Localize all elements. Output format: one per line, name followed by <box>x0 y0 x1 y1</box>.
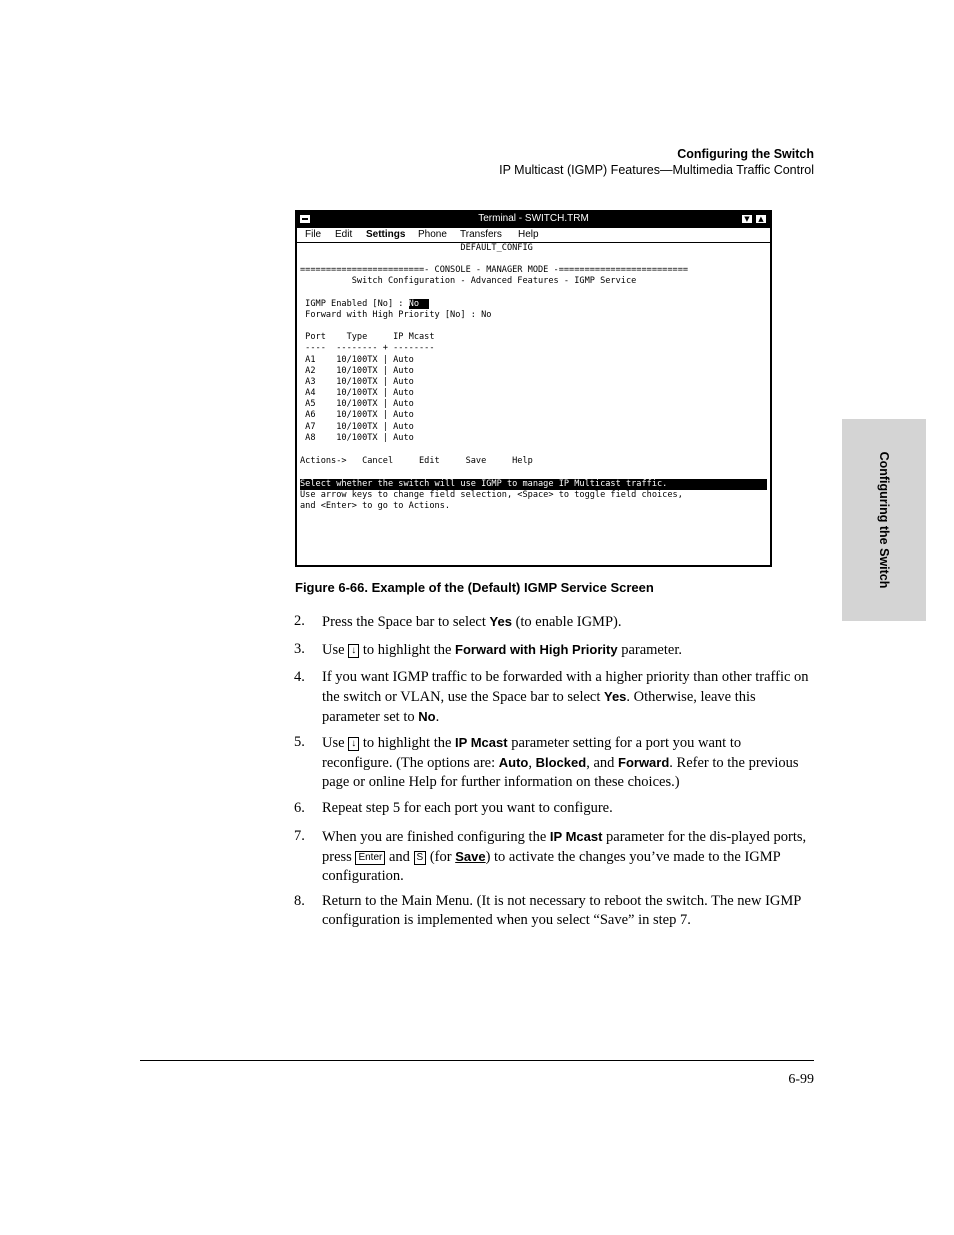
step-7: 7. When you are finished configuring the IP Mcast parameter for the dis-played ports, press Enter and S (for Save) to activate the changes you’ve made to the IGMP configuration. <box>294 828 807 884</box>
step-number: 2. <box>294 613 305 629</box>
step-number: 3. <box>294 641 305 657</box>
down-arrow-key-icon: ↓ <box>348 644 359 658</box>
port-row[interactable]: A5 10/100TX | Auto <box>300 399 414 409</box>
menu-help[interactable]: Help <box>518 229 539 240</box>
igmp-enabled-field[interactable] <box>300 299 429 310</box>
step-6: 6. Repeat step 5 for each port you want to configure. <box>294 800 613 816</box>
help-status-line: Select whether the switch will use IGMP to manage IP Multicast traffic. <box>300 479 767 490</box>
menu-settings[interactable]: Settings <box>366 229 406 240</box>
step-number: 6. <box>294 800 305 816</box>
step-number: 7. <box>294 828 305 844</box>
down-arrow-key-icon: ↓ <box>348 737 359 751</box>
port-row[interactable]: A2 10/100TX | Auto <box>300 366 414 376</box>
terminal-titlebar <box>297 212 770 228</box>
terminal-line: and <Enter> to go to Actions. <box>300 501 451 511</box>
s-key-icon: S <box>414 851 427 865</box>
port-row[interactable]: A3 10/100TX | Auto <box>300 377 414 387</box>
step-8: 8. Return to the Main Menu. (It is not necessary to reboot the switch. The new IGMP configuration is implemented when you select “Save” in step 7. <box>294 893 801 928</box>
terminal-menubar <box>297 228 770 243</box>
maximize-icon[interactable]: ▲ <box>755 214 767 224</box>
step-3: 3. Use ↓ to highlight the Forward with High Priority parameter. <box>294 641 682 658</box>
minimize-icon[interactable]: ▼ <box>741 214 753 224</box>
step-number: 8. <box>294 893 305 909</box>
port-row[interactable]: A1 10/100TX | Auto <box>300 355 414 365</box>
step-5: 5. Use ↓ to highlight the IP Mcast parameter setting for a port you want to reconfigure. (The options are: Auto, Blocked, and Forward. Refer to the previous page or online Help for further information on these choices.) <box>294 734 799 790</box>
chapter-side-tab-label: Configuring the Switch <box>877 451 891 589</box>
step-number: 4. <box>294 669 305 685</box>
figure-caption: Figure 6-66. Example of the (Default) IGMP Service Screen <box>295 580 654 595</box>
menu-edit[interactable]: Edit <box>335 229 353 240</box>
step-4: 4. If you want IGMP traffic to be forwarded with a higher priority than other traffic on the switch or VLAN, use the Space bar to select Yes. Otherwise, leave this parameter set to No. <box>294 669 809 725</box>
footer-rule <box>140 1060 814 1061</box>
port-row[interactable]: A8 10/100TX | Auto <box>300 433 414 443</box>
menu-phone[interactable]: Phone <box>418 229 447 240</box>
port-row[interactable]: A4 10/100TX | Auto <box>300 388 414 398</box>
igmp-enabled-value[interactable]: No <box>408 299 420 309</box>
port-table-header: Port Type IP Mcast <box>300 332 435 342</box>
step-2: 2. Press the Space bar to select Yes (to enable IGMP). <box>294 613 622 630</box>
terminal-line: IGMP Enabled [No] : <box>300 299 409 309</box>
running-header-subtitle: IP Multicast (IGMP) Features—Multimedia Traffic Control <box>499 163 814 177</box>
menu-file[interactable]: File <box>305 229 322 240</box>
actions-line[interactable]: Actions-> Cancel Edit Save Help <box>300 456 533 466</box>
port-table-divider: ---- -------- + -------- <box>300 343 435 353</box>
terminal-line: Use arrow keys to change field selection, <Space> to toggle field choices, <box>300 490 683 500</box>
step-number: 5. <box>294 734 305 750</box>
menu-transfers[interactable]: Transfers <box>460 229 502 240</box>
terminal-line: Switch Configuration - Advanced Features - IGMP Service <box>300 276 637 286</box>
forward-priority-field[interactable]: Forward with High Priority [No] : No <box>300 310 492 320</box>
running-header-title: Configuring the Switch <box>677 147 814 161</box>
port-row[interactable]: A6 10/100TX | Auto <box>300 410 414 420</box>
terminal-line: DEFAULT_CONFIG <box>300 243 533 253</box>
terminal-window <box>295 210 772 567</box>
port-row[interactable]: A7 10/100TX | Auto <box>300 422 414 432</box>
terminal-title: Terminal - SWITCH.TRM <box>478 213 589 224</box>
terminal-line: ========================- CONSOLE - MANAGER MODE -========================= <box>300 265 689 275</box>
chapter-side-tab <box>842 419 926 621</box>
enter-key-icon: Enter <box>355 851 385 865</box>
page-number: 6-99 <box>788 1072 814 1087</box>
